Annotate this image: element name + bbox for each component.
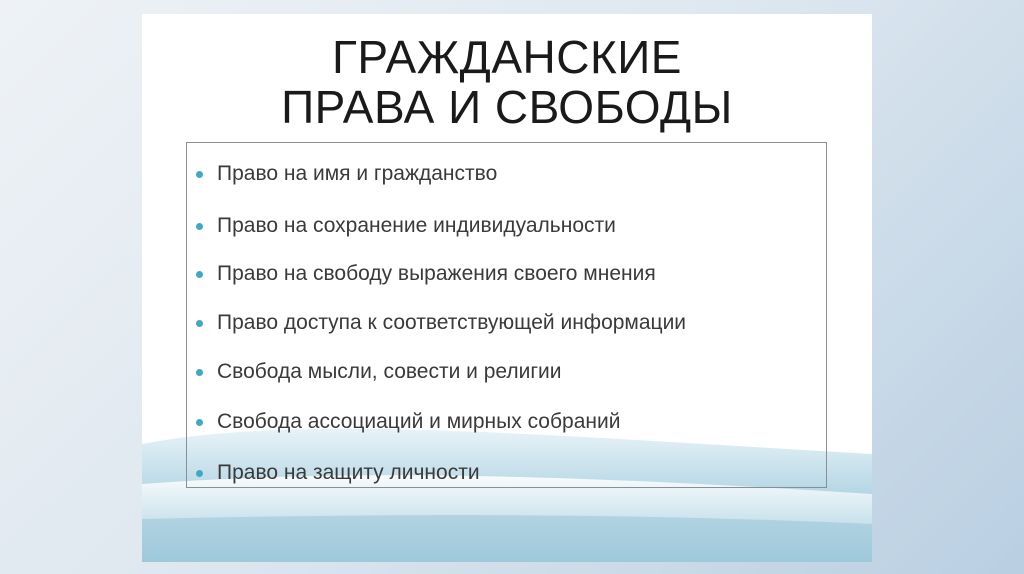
list-item — [187, 357, 562, 387]
slide — [142, 14, 872, 562]
list-item — [187, 159, 497, 189]
list-item — [187, 458, 480, 488]
bullet-icon — [196, 223, 203, 230]
list-item-text: Право доступа к соответствующей информации — [217, 311, 687, 334]
list-item-text: Свобода ассоциаций и мирных собраний — [217, 410, 621, 433]
list-item-text: Право на сохранение индивидуальности — [217, 214, 616, 237]
bullet-icon — [196, 470, 203, 477]
list-item-text: Свобода мысли, совести и религии — [217, 360, 562, 383]
list-item — [187, 407, 620, 437]
list-item — [187, 259, 656, 289]
list-item-text: Право на имя и гражданство — [217, 162, 498, 185]
bullet-icon — [196, 271, 203, 278]
title-line-2: ПРАВА И СВОБОДЫ — [281, 81, 733, 133]
rights-list-box — [186, 142, 827, 488]
bullet-icon — [196, 320, 203, 327]
bullet-icon — [196, 171, 203, 178]
list-item-text: Право на защиту личности — [217, 461, 480, 484]
list-item-text: Право на свободу выражения своего мнения — [217, 262, 656, 285]
title-line-1: ГРАЖДАНСКИЕ — [332, 31, 682, 83]
bullet-icon — [196, 419, 203, 426]
list-item — [187, 308, 686, 338]
list-item — [187, 211, 616, 241]
bullet-icon — [196, 369, 203, 376]
slide-title — [142, 32, 872, 132]
